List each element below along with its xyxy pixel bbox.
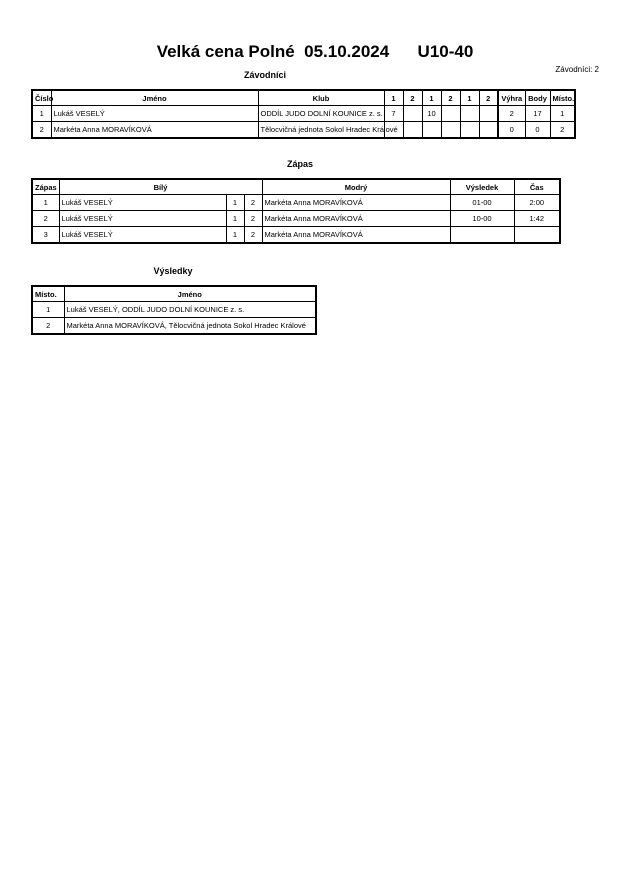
page-title: [0, 42, 630, 62]
col-time: Čas: [514, 179, 560, 195]
col-name: Jméno: [64, 286, 316, 302]
cell-white-mark: 1: [226, 211, 244, 227]
results-title: Výsledky: [153, 266, 193, 276]
col-number: Číslo: [32, 90, 51, 106]
cell-white: Lukáš VESELÝ: [59, 195, 226, 211]
competitors-table: [31, 89, 576, 139]
cell-name: Lukáš VESELÝ: [51, 106, 258, 122]
col-match: Zápas: [32, 179, 59, 195]
cell-club: ODDÍL JUDO DOLNÍ KOUNICE z. s.: [258, 106, 384, 122]
event-name: Velká cena Polné: [156, 42, 295, 61]
col-result: Výsledek: [450, 179, 514, 195]
cell-result: 01-00: [450, 195, 514, 211]
cell-round: [441, 106, 460, 122]
col-white: Bílý: [59, 179, 262, 195]
cell-blue-mark: 2: [244, 227, 262, 244]
cell-number: 2: [32, 122, 51, 139]
col-round: 2: [403, 90, 422, 106]
table-row: [32, 227, 560, 244]
cell-place: 1: [550, 106, 575, 122]
cell-blue: Markéta Anna MORAVÍKOVÁ: [262, 211, 450, 227]
table-row: [32, 122, 575, 139]
cell-round: [441, 122, 460, 139]
matches-header-row: [32, 179, 560, 195]
cell-time: [514, 227, 560, 244]
cell-time: 2:00: [514, 195, 560, 211]
cell-wins: 2: [498, 106, 525, 122]
col-round: 1: [384, 90, 403, 106]
cell-name: Markéta Anna MORAVÍKOVÁ: [51, 122, 258, 139]
cell-match: 3: [32, 227, 59, 244]
cell-round: 10: [422, 106, 441, 122]
cell-points: 17: [525, 106, 550, 122]
cell-name: Lukáš VESELÝ, ODDÍL JUDO DOLNÍ KOUNICE z. s.: [64, 302, 316, 318]
col-round: 2: [441, 90, 460, 106]
col-club: Klub: [258, 90, 384, 106]
col-round: 1: [422, 90, 441, 106]
col-round: 2: [479, 90, 498, 106]
col-place: Místo.: [550, 90, 575, 106]
cell-place: 1: [32, 302, 64, 318]
cell-blue-mark: 2: [244, 195, 262, 211]
cell-round: [460, 106, 479, 122]
table-row: [32, 211, 560, 227]
cell-round: [479, 122, 498, 139]
col-place: Místo.: [32, 286, 64, 302]
cell-round: 7: [384, 106, 403, 122]
cell-white: Lukáš VESELÝ: [59, 211, 226, 227]
col-wins: Výhra: [498, 90, 525, 106]
cell-blue: Markéta Anna MORAVÍKOVÁ: [262, 195, 450, 211]
cell-match: 2: [32, 211, 59, 227]
cell-time: 1:42: [514, 211, 560, 227]
matches-table: [31, 178, 561, 244]
event-date: 05.10.2024: [304, 42, 390, 61]
matches-title: Zápas: [286, 159, 313, 169]
cell-points: 0: [525, 122, 550, 139]
cell-match: 1: [32, 195, 59, 211]
cell-white: Lukáš VESELÝ: [59, 227, 226, 244]
cell-round: [403, 106, 422, 122]
cell-result: [450, 227, 514, 244]
cell-round: [422, 122, 441, 139]
cell-blue: Markéta Anna MORAVÍKOVÁ: [262, 227, 450, 244]
competitors-title: Závodníci: [243, 70, 286, 80]
cell-white-mark: 1: [226, 195, 244, 211]
cell-place: 2: [32, 318, 64, 335]
table-row: [32, 106, 575, 122]
cell-wins: 0: [498, 122, 525, 139]
col-blue: Modrý: [262, 179, 450, 195]
cell-result: 10-00: [450, 211, 514, 227]
table-row: [32, 302, 316, 318]
cell-club: Tělocvičná jednota Sokol Hradec Králové: [258, 122, 384, 139]
col-round: 1: [460, 90, 479, 106]
col-name: Jméno: [51, 90, 258, 106]
col-points: Body: [525, 90, 550, 106]
results-header-row: [32, 286, 316, 302]
competitors-header-row: [32, 90, 575, 106]
cell-blue-mark: 2: [244, 211, 262, 227]
competitor-count: Závodníci: 2: [555, 65, 599, 74]
table-row: [32, 195, 560, 211]
cell-round: [479, 106, 498, 122]
event-category: U10-40: [417, 42, 474, 61]
cell-round: [460, 122, 479, 139]
cell-white-mark: 1: [226, 227, 244, 244]
cell-place: 2: [550, 122, 575, 139]
cell-round: [403, 122, 422, 139]
cell-name: Markéta Anna MORAVÍKOVÁ, Tělocvičná jednota Sokol Hradec Králové: [64, 318, 316, 335]
results-table: [31, 285, 317, 335]
table-row: [32, 318, 316, 335]
cell-number: 1: [32, 106, 51, 122]
